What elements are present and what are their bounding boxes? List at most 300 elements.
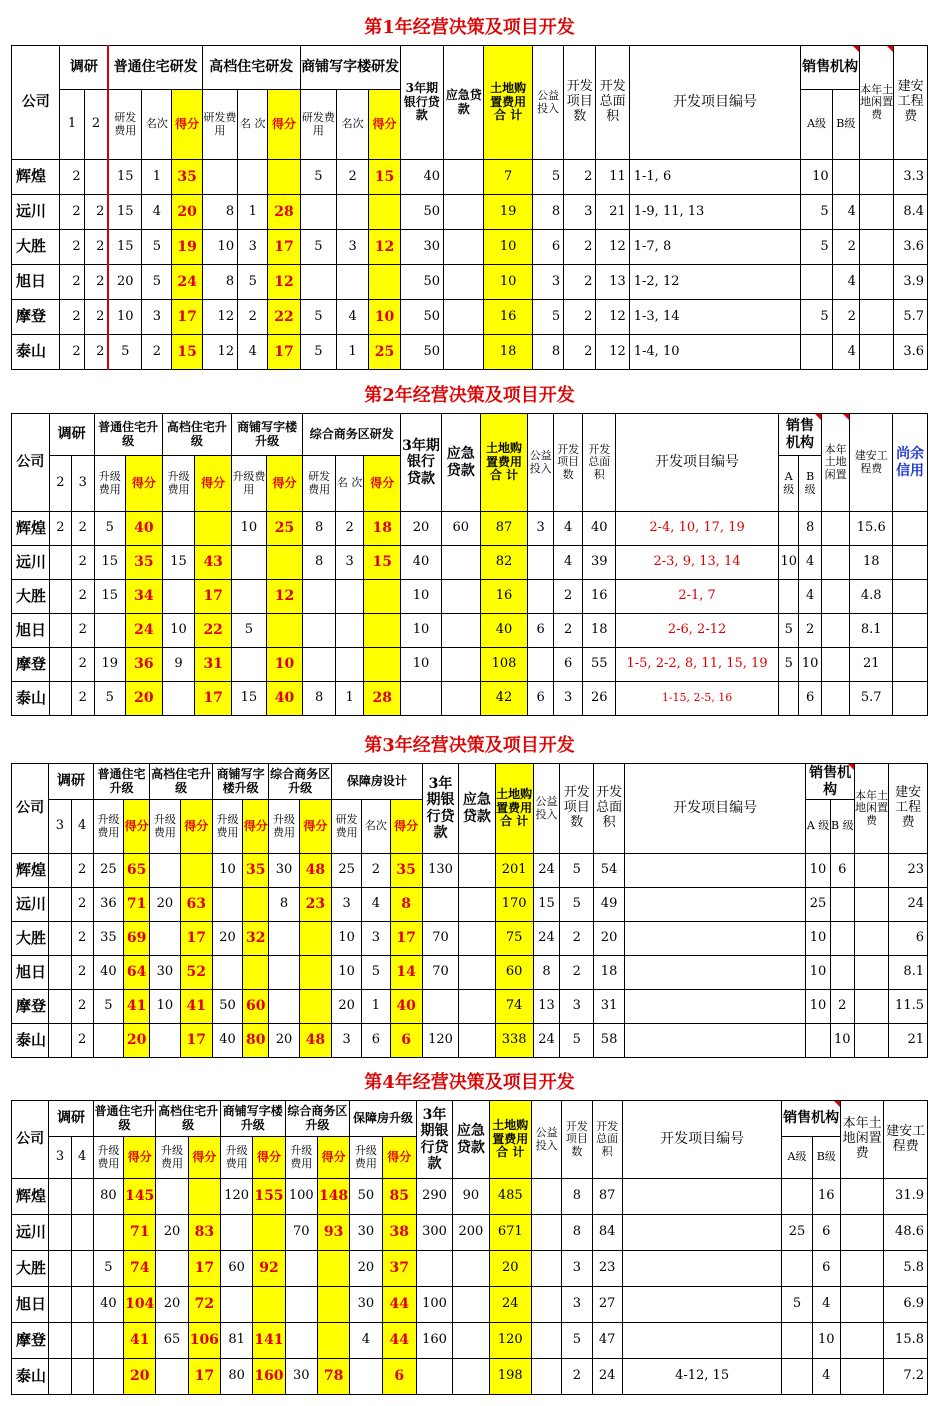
- cell-c-fee: 100: [285, 1179, 317, 1215]
- proj-count-header: 开发项目数: [560, 764, 594, 854]
- cell-p-score: 85: [382, 1179, 416, 1215]
- score-header: 得分: [180, 800, 212, 854]
- build-header: 建安工程费: [894, 46, 928, 160]
- cell-c-score: 78: [317, 1359, 349, 1395]
- area-header: 开发总面积: [594, 764, 624, 854]
- cell-c-score: 23: [299, 888, 331, 922]
- ordinary-header: 普通住宅升级: [94, 414, 162, 456]
- cell-s-score: 32: [243, 922, 269, 956]
- cell-proj: 1-3, 14: [629, 300, 801, 335]
- cell-p-fee: 4: [350, 1323, 382, 1359]
- cell-area: 55: [583, 648, 616, 682]
- cell-loan: 120: [422, 1024, 458, 1058]
- cell-proj: [622, 1323, 782, 1359]
- cell-s-score: [369, 195, 400, 230]
- cell-c-score: 48: [299, 1024, 331, 1058]
- cell-credit: [893, 580, 928, 614]
- cell-b: 6: [799, 682, 821, 716]
- cell-p-fee: 3: [331, 1024, 361, 1058]
- cell-s1: 2: [60, 160, 84, 195]
- idle-header: 本年土地闲置费: [859, 46, 893, 160]
- cell-o-fee: [93, 1024, 123, 1058]
- cell-s-fee: 60: [220, 1251, 252, 1287]
- cell-s2: 2: [71, 854, 93, 888]
- cell-cnt: 2: [564, 230, 596, 265]
- cell-a: [782, 1179, 812, 1215]
- year1-title: 第1年经营决策及项目开发: [12, 12, 928, 46]
- cell-c-score: [317, 1287, 349, 1323]
- cell-proj: [622, 1251, 782, 1287]
- cell-cnt: 5: [560, 854, 594, 888]
- cell-s1: [49, 1251, 71, 1287]
- cell-loan: 10: [401, 648, 442, 682]
- cell-cnt: 2: [564, 300, 596, 335]
- cell-c-fee: [285, 1287, 317, 1323]
- cell-c-score: [299, 990, 331, 1024]
- cell-co: 大胜: [12, 580, 50, 614]
- cell-wel: 5: [532, 300, 563, 335]
- cell-p-fee: [350, 1359, 382, 1395]
- cell-s2: 2: [84, 335, 108, 370]
- cell-s-fee: 40: [212, 1024, 242, 1058]
- cell-s-fee: [220, 1287, 252, 1323]
- cell-proj: [624, 922, 806, 956]
- table-row: [12, 922, 928, 956]
- cell-build: 6.9: [884, 1287, 928, 1323]
- cell-area: 12: [596, 300, 629, 335]
- cell-o-score: 41: [124, 1323, 156, 1359]
- cell-c-fee: [303, 648, 336, 682]
- rank-header: 名次: [337, 90, 369, 160]
- cell-s-fee: [212, 888, 242, 922]
- cell-s2: [71, 1179, 93, 1215]
- cell-c-score: 148: [317, 1179, 349, 1215]
- cell-s-fee: 10: [232, 512, 267, 546]
- cell-a: 10: [806, 956, 830, 990]
- cell-co: 辉煌: [12, 160, 60, 195]
- cell-p-fee: 10: [331, 922, 361, 956]
- score-header: 得分: [266, 456, 303, 512]
- cell-o-rank: 5: [142, 265, 172, 300]
- cell-s-score: [253, 1215, 285, 1251]
- cell-o-fee: 35: [93, 922, 123, 956]
- cell-o-score: 24: [126, 614, 163, 648]
- up-fee-header: 升级费用: [220, 1137, 252, 1179]
- cell-area: 20: [594, 922, 624, 956]
- cell-p-score: 44: [382, 1323, 416, 1359]
- cell-b: 2: [832, 300, 859, 335]
- table-row: [12, 1287, 928, 1323]
- cell-build: 31.9: [884, 1179, 928, 1215]
- cell-cnt: 2: [553, 614, 583, 648]
- cell-p-fee: 30: [350, 1287, 382, 1323]
- cell-cnt: 2: [564, 265, 596, 300]
- cell-o-score: 40: [126, 512, 163, 546]
- cell-s-fee: [300, 195, 336, 230]
- cell-b: 4: [799, 580, 821, 614]
- loan3-header: 3年期银行贷款: [401, 414, 442, 512]
- cell-a: 10: [779, 546, 799, 580]
- cell-area: 18: [583, 614, 616, 648]
- cell-idle: [859, 300, 893, 335]
- cell-s2: 2: [72, 580, 94, 614]
- cell-s1: 2: [60, 230, 84, 265]
- cell-p-score: 35: [390, 854, 422, 888]
- cell-idle: [840, 1215, 883, 1251]
- welfare-header: 公益投入: [531, 1101, 561, 1179]
- cell-p-score: 40: [390, 990, 422, 1024]
- up-fee-header: 升级费用: [150, 800, 180, 854]
- cell-cnt: 2: [562, 1359, 592, 1395]
- cell-build: 23: [889, 854, 928, 888]
- cell-area: 58: [594, 1024, 624, 1058]
- social-header: 保障房设计: [331, 764, 422, 800]
- cell-p-fee: 50: [350, 1179, 382, 1215]
- year1-block: [11, 11, 928, 370]
- cell-s1: [49, 546, 71, 580]
- table-row: [12, 1179, 928, 1215]
- cell-h-fee: 8: [202, 265, 237, 300]
- cell-co: 大胜: [12, 230, 60, 265]
- cell-build: 15.8: [884, 1323, 928, 1359]
- score-header: 得分: [124, 800, 150, 854]
- cell-o-fee: 5: [108, 335, 141, 370]
- cell-o-score: 24: [172, 265, 202, 300]
- cell-h-score: 17: [188, 1359, 220, 1395]
- cell-idle: [821, 512, 850, 546]
- cell-loan: 100: [416, 1287, 452, 1323]
- build-header: 建安工程费: [889, 764, 928, 854]
- cell-build: 6: [889, 922, 928, 956]
- cell-s1: 2: [60, 195, 84, 230]
- cell-build: 5.7: [894, 300, 928, 335]
- cell-build: 8.1: [889, 956, 928, 990]
- cell-s-score: [243, 956, 269, 990]
- cell-land: 18: [484, 335, 532, 370]
- cell-idle: [854, 990, 888, 1024]
- cell-emg: [459, 1024, 495, 1058]
- sales-header: 销售机构: [779, 414, 822, 456]
- cell-co: 旭日: [12, 614, 50, 648]
- cell-h-score: 17: [188, 1251, 220, 1287]
- cell-loan: 10: [401, 580, 442, 614]
- cell-idle: [840, 1359, 883, 1395]
- cell-proj: [624, 1024, 806, 1058]
- idle-header: 本年土地闲置费: [854, 764, 888, 854]
- cell-wel: [528, 546, 553, 580]
- cell-build: 3.9: [894, 265, 928, 300]
- cell-o-fee: 25: [93, 854, 123, 888]
- cell-a: [782, 1359, 812, 1395]
- cell-co: 辉煌: [12, 512, 50, 546]
- cell-co: 旭日: [12, 265, 60, 300]
- cell-co: 旭日: [12, 1287, 49, 1323]
- table-row: [12, 265, 928, 300]
- score-header: 得分: [126, 456, 163, 512]
- cell-build: 3.6: [894, 335, 928, 370]
- cell-o-rank: 2: [142, 335, 172, 370]
- cell-h-fee: 10: [150, 990, 180, 1024]
- cell-o-fee: 20: [108, 265, 141, 300]
- cell-p-rank: 5: [362, 956, 390, 990]
- land-header: 土地购置费用合 计: [489, 1101, 531, 1179]
- cell-c-rank: [335, 648, 364, 682]
- cell-s-rank: 1: [337, 335, 369, 370]
- cell-a: [779, 682, 799, 716]
- cell-proj: 2-1, 7: [616, 580, 779, 614]
- cell-cnt: 2: [553, 580, 583, 614]
- cell-h-fee: 12: [202, 335, 237, 370]
- cell-s2: [71, 1287, 93, 1323]
- cell-proj: 1-4, 10: [629, 335, 801, 370]
- cell-cnt: 2: [564, 335, 596, 370]
- cell-wel: 6: [528, 682, 553, 716]
- cell-emg: [459, 956, 495, 990]
- cell-s-rank: [337, 195, 369, 230]
- cell-cnt: 3: [560, 990, 594, 1024]
- cell-c-fee: [303, 580, 336, 614]
- cell-b: 4: [799, 546, 821, 580]
- cell-h-fee: [150, 854, 180, 888]
- cell-cnt: 3: [553, 682, 583, 716]
- cell-h-score: 83: [188, 1215, 220, 1251]
- cell-loan: 70: [422, 922, 458, 956]
- cell-s1: [49, 1179, 71, 1215]
- cell-idle: [821, 648, 850, 682]
- cell-o-rank: 5: [142, 230, 172, 265]
- cell-loan: 40: [401, 546, 442, 580]
- cell-c-fee: 30: [269, 854, 299, 888]
- cell-s-fee: [232, 648, 267, 682]
- cell-p-score: 38: [382, 1215, 416, 1251]
- highend-header: 高档住宅升级: [150, 764, 213, 800]
- cell-s-score: 25: [266, 512, 303, 546]
- cell-o-score: 69: [124, 922, 150, 956]
- area-header: 开发总面积: [596, 46, 629, 160]
- cell-h-score: 12: [268, 265, 300, 300]
- cell-h-rank: 1: [238, 195, 268, 230]
- cell-build: 5.7: [850, 682, 893, 716]
- cell-o-score: 35: [126, 546, 163, 580]
- cell-p-fee: 10: [331, 956, 361, 990]
- cell-area: 27: [592, 1287, 622, 1323]
- cell-s1: [49, 1359, 71, 1395]
- cell-c-fee: 20: [269, 1024, 299, 1058]
- table-row: [12, 648, 928, 682]
- build-header: 建安工程费: [884, 1101, 928, 1179]
- loan3-header: 3年期银行贷款: [400, 46, 443, 160]
- cell-emg: [459, 888, 495, 922]
- cell-area: 31: [594, 990, 624, 1024]
- cell-h-fee: [156, 1179, 188, 1215]
- cell-loan: 50: [400, 300, 443, 335]
- cell-build: 8.4: [894, 195, 928, 230]
- cell-b: 4: [832, 265, 859, 300]
- complex-header: 综合商务区升级: [269, 764, 332, 800]
- ordinary-header: 普通住宅研发: [108, 46, 202, 90]
- cell-idle: [859, 335, 893, 370]
- cell-cnt: 5: [560, 888, 594, 922]
- proj-count-header: 开发项目数: [564, 46, 596, 160]
- table-row: [12, 682, 928, 716]
- cell-s-score: 10: [266, 648, 303, 682]
- cell-idle: [859, 160, 893, 195]
- b-level-header: B 级: [799, 456, 821, 512]
- cell-land: 16: [484, 300, 532, 335]
- cell-wel: 8: [532, 195, 563, 230]
- cell-c-score: [317, 1251, 349, 1287]
- cell-s-score: [369, 265, 400, 300]
- cell-emg: [441, 546, 480, 580]
- cell-o-fee: 80: [93, 1179, 123, 1215]
- cell-wel: [531, 1287, 561, 1323]
- cell-s1: 2: [49, 512, 71, 546]
- cell-c-score: 93: [317, 1215, 349, 1251]
- cell-s-rank: 2: [337, 160, 369, 195]
- cell-s1: [49, 1323, 71, 1359]
- company-header: 公司: [12, 414, 50, 512]
- cell-emg: [441, 682, 480, 716]
- cell-p-rank: 1: [362, 990, 390, 1024]
- cell-proj: 1-1, 6: [629, 160, 801, 195]
- cell-h-fee: [150, 922, 180, 956]
- cell-loan: 10: [401, 614, 442, 648]
- up-fee-header: 升级费用: [93, 800, 123, 854]
- cell-s1: [49, 990, 71, 1024]
- cell-a: [801, 335, 832, 370]
- cell-h-fee: 15: [162, 546, 195, 580]
- cell-build: 7.2: [884, 1359, 928, 1395]
- cell-s-fee: 81: [220, 1323, 252, 1359]
- cell-wel: 6: [532, 230, 563, 265]
- cell-o-fee: 5: [94, 682, 126, 716]
- a-level-header: A 级: [806, 800, 830, 854]
- cell-area: 16: [583, 580, 616, 614]
- welfare-header: 公益投入: [533, 764, 559, 854]
- cell-c-score: [364, 614, 401, 648]
- cell-o-score: 34: [126, 580, 163, 614]
- cell-s1: [49, 1215, 71, 1251]
- cell-s2: [71, 1359, 93, 1395]
- score-header: 得分: [253, 1137, 285, 1179]
- score-header: 得分: [243, 800, 269, 854]
- cell-h-fee: [156, 1251, 188, 1287]
- cell-wel: 13: [533, 990, 559, 1024]
- cell-o-rank: 4: [142, 195, 172, 230]
- score-header: 得分: [299, 800, 331, 854]
- cell-b: 10: [830, 1024, 854, 1058]
- score-header: 得分: [390, 800, 422, 854]
- cell-h-fee: [162, 512, 195, 546]
- cell-a: 10: [806, 990, 830, 1024]
- table-row: [12, 1323, 928, 1359]
- cell-emg: [453, 1323, 489, 1359]
- proj-count-header: 开发项目数: [562, 1101, 592, 1179]
- cell-co: 摩登: [12, 648, 50, 682]
- shop-header: 商铺写字楼升级: [220, 1101, 285, 1137]
- cell-b: 4: [812, 1359, 840, 1395]
- land-header: 土地购置费用合 计: [495, 764, 533, 854]
- year4-block: [11, 1066, 928, 1395]
- cell-area: 84: [592, 1215, 622, 1251]
- cell-h-fee: [162, 580, 195, 614]
- rank-header: 名次: [142, 90, 172, 160]
- cell-s1: 2: [60, 335, 84, 370]
- cell-a: 25: [782, 1215, 812, 1251]
- cell-p-score: 6: [382, 1359, 416, 1395]
- cell-h-fee: 20: [150, 888, 180, 922]
- score-header: 得分: [369, 90, 400, 160]
- score-header: 得分: [268, 90, 300, 160]
- up-fee-header: 升级费用: [350, 1137, 382, 1179]
- table-row: [12, 160, 928, 195]
- cell-co: 泰山: [12, 1359, 49, 1395]
- rank-header: 名次: [362, 800, 390, 854]
- cell-area: 54: [594, 854, 624, 888]
- up-fee-header: 升级费用: [94, 456, 126, 512]
- area-header: 开发总面积: [592, 1101, 622, 1179]
- cell-land: 338: [495, 1024, 533, 1058]
- cell-wel: [528, 580, 553, 614]
- cell-s1: [49, 580, 71, 614]
- cell-b: 4: [832, 195, 859, 230]
- cell-land: 170: [495, 888, 533, 922]
- credit-header: 尚余信用: [893, 414, 928, 512]
- cell-o-fee: 40: [93, 956, 123, 990]
- cell-wel: 24: [533, 1024, 559, 1058]
- table-row: [12, 990, 928, 1024]
- cell-co: 远川: [12, 888, 49, 922]
- cell-loan: 50: [400, 195, 443, 230]
- score-header: 得分: [172, 90, 202, 160]
- cell-s2: 2: [84, 195, 108, 230]
- cell-s-fee: [212, 956, 242, 990]
- cell-h-rank: 4: [238, 335, 268, 370]
- cell-land: 10: [484, 230, 532, 265]
- cell-land: 75: [495, 922, 533, 956]
- cell-idle: [854, 956, 888, 990]
- cell-h-score: [268, 160, 300, 195]
- cell-build: 24: [889, 888, 928, 922]
- cell-o-score: 41: [124, 990, 150, 1024]
- cell-cnt: 2: [560, 922, 594, 956]
- cell-wel: [531, 1251, 561, 1287]
- proj-no-header: 开发项目编号: [629, 46, 801, 160]
- rank-header: 名 次: [238, 90, 268, 160]
- cell-c-score: 18: [364, 512, 401, 546]
- cell-land: 42: [480, 682, 528, 716]
- survey-col-1: 2: [49, 456, 71, 512]
- cell-s-fee: 20: [212, 922, 242, 956]
- cell-o-fee: 15: [108, 195, 141, 230]
- cell-a: 5: [779, 614, 799, 648]
- cell-loan: 30: [400, 230, 443, 265]
- cell-emg: [441, 580, 480, 614]
- rd-fee-header: 研发费用: [202, 90, 237, 160]
- cell-o-score: 35: [172, 160, 202, 195]
- cell-a: 10: [806, 854, 830, 888]
- cell-land: 60: [495, 956, 533, 990]
- cell-a: [782, 1251, 812, 1287]
- cell-emg: [444, 160, 484, 195]
- loan3-header: 3年期银行贷款: [422, 764, 458, 854]
- cell-s-score: [266, 614, 303, 648]
- cell-o-score: 19: [172, 230, 202, 265]
- cell-s2: 2: [84, 230, 108, 265]
- cell-idle: [854, 922, 888, 956]
- cell-s2: 2: [72, 648, 94, 682]
- ordinary-header: 普通住宅升级: [93, 764, 150, 800]
